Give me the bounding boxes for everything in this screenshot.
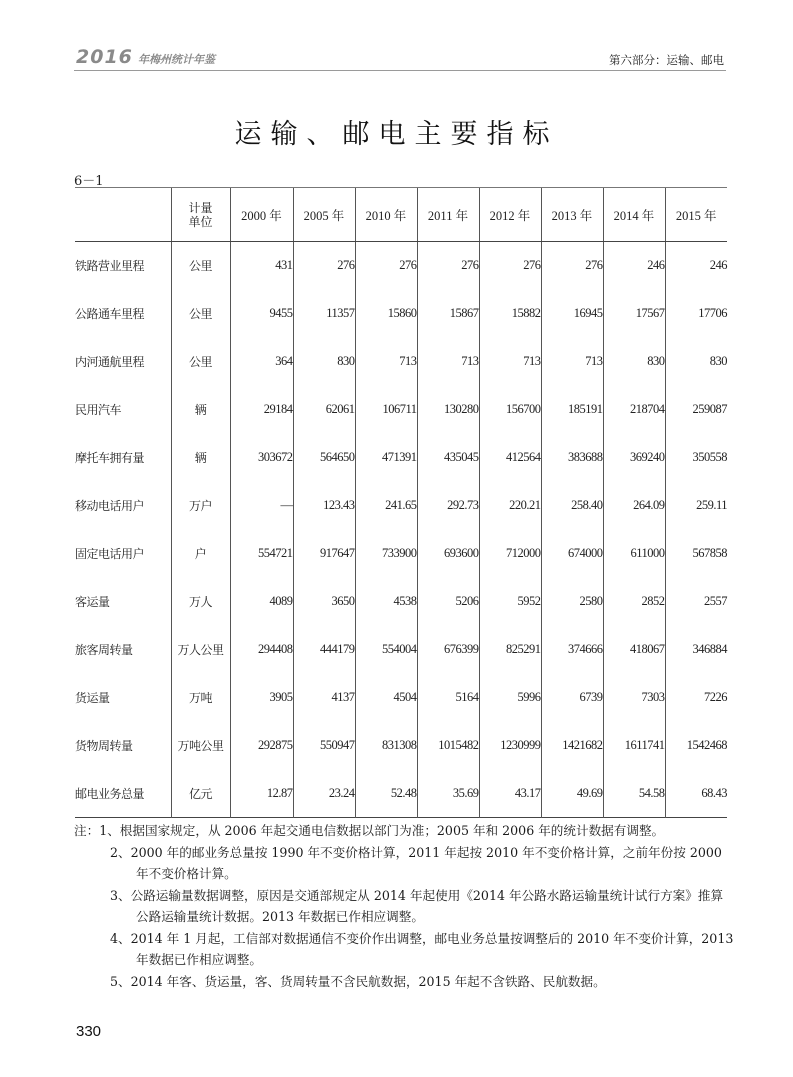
value-cell: 12.87 <box>230 770 293 818</box>
table-row <box>75 674 727 722</box>
table-number: 6－1 <box>74 174 104 189</box>
unit-cell: 万人 <box>171 578 230 626</box>
header-indicator <box>75 188 171 242</box>
value-cell: 383688 <box>541 434 603 482</box>
value-cell: 350558 <box>665 434 727 482</box>
table-row <box>75 338 727 386</box>
indicator-cell: 货物周转量 <box>75 739 133 753</box>
value-cell: 5952 <box>479 578 541 626</box>
unit-cell: 辆 <box>171 434 230 482</box>
footnote: 3、公路运输量数据调整，原因是交通部规定从 2014 年起使用《2014 年公路水路运输量统计试行方案》推算公路运输量统计数据。2013 年数据已作相应调整。 <box>110 887 724 924</box>
indicator-cell: 固定电话用户 <box>75 547 145 561</box>
value-cell: 471391 <box>355 434 417 482</box>
unit-cell: 万人公里 <box>171 626 230 674</box>
value-cell: 11357 <box>293 290 355 338</box>
indicator-cell: 移动电话用户 <box>75 499 145 513</box>
value-cell: 29184 <box>230 386 293 434</box>
value-cell: 346884 <box>665 626 727 674</box>
unit-cell: 户 <box>171 530 230 578</box>
value-cell: 303672 <box>230 434 293 482</box>
value-cell: 713 <box>479 338 541 386</box>
value-cell: 4089 <box>230 578 293 626</box>
value-cell: 830 <box>665 338 727 386</box>
unit-cell: 辆 <box>171 386 230 434</box>
value-cell: 554721 <box>230 530 293 578</box>
indicator-cell: 民用汽车 <box>75 403 122 417</box>
value-cell: 294408 <box>230 626 293 674</box>
value-cell: 5996 <box>479 674 541 722</box>
value-cell: 676399 <box>417 626 479 674</box>
table-row <box>75 386 727 434</box>
value-cell: 2852 <box>603 578 665 626</box>
value-cell: 123.43 <box>293 482 355 530</box>
value-cell: 917647 <box>293 530 355 578</box>
value-cell: 185191 <box>541 386 603 434</box>
value-cell: 2580 <box>541 578 603 626</box>
footnote: 2、2000 年的邮业务总量按 1990 年不变价格计算，2011 年起按 2010 年不变价格计算，之前年份按 2000 年不变价格计算。 <box>110 844 722 881</box>
yearbook-name: 年梅州统计年鉴 <box>138 53 215 66</box>
indicator-cell: 摩托车拥有量 <box>75 451 145 465</box>
indicator-cell: 铁路营业里程 <box>75 259 145 274</box>
footnote: 5、2014 年客、货运量，客、货周转量不含民航数据，2015 年起不含铁路、民航数据。 <box>110 973 606 989</box>
value-cell: 825291 <box>479 626 541 674</box>
value-cell: 43.17 <box>479 770 541 818</box>
header-unit-line1: 计量 <box>188 200 213 215</box>
table-row <box>75 482 727 530</box>
footnote: 4、2014 年 1 月起，工信部对数据通信不变价作出调整，邮电业务总量按调整后的 2010 年不变价计算，2013 年数据已作相应调整。 <box>110 930 734 967</box>
value-cell: 6739 <box>541 674 603 722</box>
indicator-cell: 客运量 <box>75 595 110 609</box>
table-header-row <box>75 188 727 242</box>
header-unit <box>171 188 230 242</box>
value-cell: 1230999 <box>479 722 541 770</box>
value-cell: 5164 <box>417 674 479 722</box>
value-cell: 412564 <box>479 434 541 482</box>
footnote: 注：1、根据国家规定，从 2006 年起交通电信数据以部门为准；2005 年和 2006 年的统计数据有调整。 <box>74 823 665 838</box>
header-year: 2013 年 <box>541 188 603 242</box>
value-cell: 106711 <box>355 386 417 434</box>
value-cell: 276 <box>355 242 417 290</box>
value-cell: 259087 <box>665 386 727 434</box>
value-cell: 292.73 <box>417 482 479 530</box>
unit-cell: 公里 <box>171 338 230 386</box>
value-cell: 733900 <box>355 530 417 578</box>
unit-cell: 万户 <box>171 482 230 530</box>
value-cell: 1542468 <box>665 722 727 770</box>
table-row <box>75 530 727 578</box>
table-row <box>75 434 727 482</box>
value-cell: 264.09 <box>603 482 665 530</box>
value-cell: 35.69 <box>417 770 479 818</box>
unit-cell: 万吨公里 <box>171 722 230 770</box>
value-cell: — <box>230 482 293 530</box>
value-cell: 564650 <box>293 434 355 482</box>
header-year: 2011 年 <box>417 188 479 242</box>
value-cell: 9455 <box>230 290 293 338</box>
value-cell: 292875 <box>230 722 293 770</box>
value-cell: 259.11 <box>665 482 727 530</box>
value-cell: 611000 <box>603 530 665 578</box>
value-cell: 130280 <box>417 386 479 434</box>
value-cell: 550947 <box>293 722 355 770</box>
value-cell: 444179 <box>293 626 355 674</box>
value-cell: 713 <box>417 338 479 386</box>
yearbook-year: 2016 <box>76 46 133 68</box>
value-cell: 831308 <box>355 722 417 770</box>
value-cell: 52.48 <box>355 770 417 818</box>
value-cell: 364 <box>230 338 293 386</box>
running-head <box>74 48 726 71</box>
value-cell: 7226 <box>665 674 727 722</box>
header-year: 2000 年 <box>230 188 293 242</box>
header-year: 2014 年 <box>603 188 665 242</box>
value-cell: 2557 <box>665 578 727 626</box>
footnotes <box>74 820 734 992</box>
unit-cell: 亿元 <box>171 770 230 818</box>
value-cell: 3905 <box>230 674 293 722</box>
indicator-cell: 邮电业务总量 <box>75 786 145 801</box>
value-cell: 220.21 <box>479 482 541 530</box>
value-cell: 276 <box>479 242 541 290</box>
value-cell: 1421682 <box>541 722 603 770</box>
header-year: 2015 年 <box>665 188 727 242</box>
indicator-cell: 旅客周转量 <box>75 643 133 657</box>
value-cell: 713 <box>355 338 417 386</box>
value-cell: 15882 <box>479 290 541 338</box>
page-number: 330 <box>76 1023 102 1040</box>
value-cell: 712000 <box>479 530 541 578</box>
value-cell: 4538 <box>355 578 417 626</box>
indicators-table <box>75 187 727 818</box>
header-year: 2010 年 <box>355 188 417 242</box>
header-year: 2005 年 <box>293 188 355 242</box>
value-cell: 4504 <box>355 674 417 722</box>
value-cell: 830 <box>293 338 355 386</box>
value-cell: 276 <box>541 242 603 290</box>
value-cell: 246 <box>603 242 665 290</box>
value-cell: 246 <box>665 242 727 290</box>
value-cell: 258.40 <box>541 482 603 530</box>
value-cell: 431 <box>230 242 293 290</box>
value-cell: 418067 <box>603 626 665 674</box>
page-title: 运输、邮电主要指标 <box>234 119 559 150</box>
value-cell: 1015482 <box>417 722 479 770</box>
value-cell: 16945 <box>541 290 603 338</box>
value-cell: 3650 <box>293 578 355 626</box>
value-cell: 62061 <box>293 386 355 434</box>
header-unit-line2: 单位 <box>188 214 213 229</box>
value-cell: 369240 <box>603 434 665 482</box>
value-cell: 674000 <box>541 530 603 578</box>
indicator-cell: 内河通航里程 <box>75 355 145 369</box>
value-cell: 15860 <box>355 290 417 338</box>
value-cell: 156700 <box>479 386 541 434</box>
unit-cell: 公里 <box>171 242 230 290</box>
table-row <box>75 722 727 770</box>
value-cell: 567858 <box>665 530 727 578</box>
header-year: 2012 年 <box>479 188 541 242</box>
table-row <box>75 626 727 674</box>
value-cell: 5206 <box>417 578 479 626</box>
value-cell: 276 <box>417 242 479 290</box>
indicator-cell: 货运量 <box>75 691 110 705</box>
value-cell: 17706 <box>665 290 727 338</box>
value-cell: 435045 <box>417 434 479 482</box>
value-cell: 54.58 <box>603 770 665 818</box>
value-cell: 693600 <box>417 530 479 578</box>
table-row <box>75 242 727 290</box>
value-cell: 830 <box>603 338 665 386</box>
value-cell: 241.65 <box>355 482 417 530</box>
value-cell: 17567 <box>603 290 665 338</box>
value-cell: 23.24 <box>293 770 355 818</box>
value-cell: 218704 <box>603 386 665 434</box>
table-row <box>75 578 727 626</box>
table-row <box>75 770 727 818</box>
value-cell: 1611741 <box>603 722 665 770</box>
value-cell: 374666 <box>541 626 603 674</box>
value-cell: 713 <box>541 338 603 386</box>
unit-cell: 万吨 <box>171 674 230 722</box>
value-cell: 4137 <box>293 674 355 722</box>
table-row <box>75 290 727 338</box>
value-cell: 7303 <box>603 674 665 722</box>
value-cell: 276 <box>293 242 355 290</box>
indicator-cell: 公路通车里程 <box>75 307 145 321</box>
value-cell: 554004 <box>355 626 417 674</box>
value-cell: 15867 <box>417 290 479 338</box>
value-cell: 49.69 <box>541 770 603 818</box>
section-title: 第六部分：运输、邮电 <box>609 53 724 67</box>
value-cell: 68.43 <box>665 770 727 818</box>
unit-cell: 公里 <box>171 290 230 338</box>
